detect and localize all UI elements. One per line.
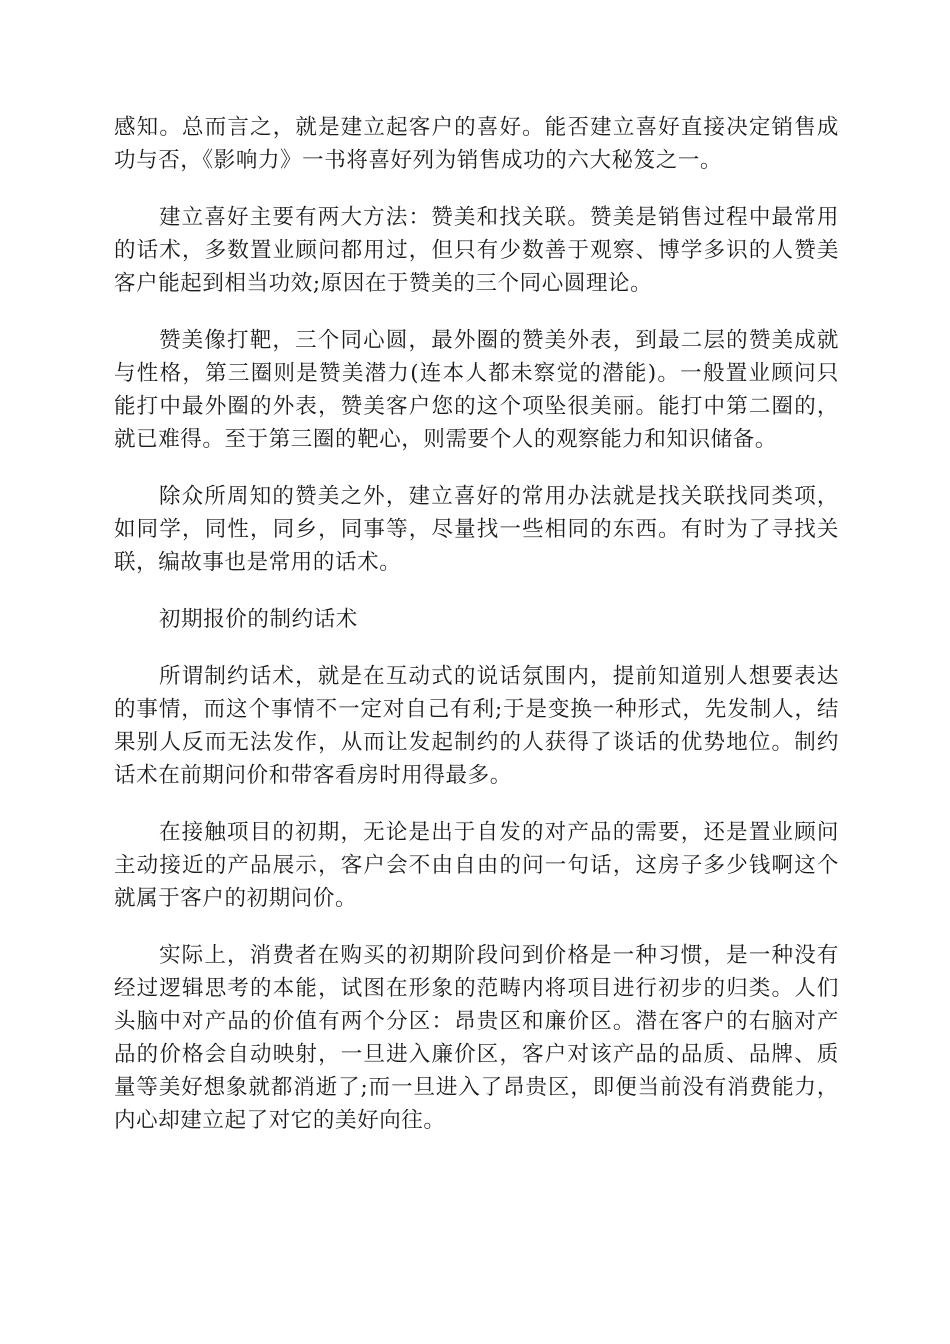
paragraph-continuation: 感知。总而言之，就是建立起客户的喜好。能否建立喜好直接决定销售成功与否，《影响力》一书将喜好列为销售成功的六大秘笈之一。 [114, 115, 839, 173]
paragraph-price-perception: 实际上，消费者在购买的初期阶段问到价格是一种习惯，是一种没有经过逻辑思考的本能，试图在形象的范畴内将项目进行初步的归类。人们头脑中对产品的价值有两个分区：昂贵区和廉价区。潜在客户的右脑对产品的价格会自动映射，一旦进入廉价区，客户对该产品的品质、品牌、质量等美好想象就都消逝了;而一旦进入了昂贵区，即便当前没有消费能力，内心却建立起了对它的美好向往。 [114, 943, 839, 1133]
paragraph-find-connections: 除众所周知的赞美之外，建立喜好的常用办法就是找关联找同类项，如同学，同性，同乡，同事等，尽量找一些相同的东西。有时为了寻找关联，编故事也是常用的话术。 [114, 484, 839, 575]
paragraph-praise-target: 赞美像打靶，三个同心圆，最外圈的赞美外表，到最二层的赞美成就与性格，第三圈则是赞美潜力(连本人都未察觉的潜能)。一般置业顾问只能打中最外圈的外表，赞美客户您的这个项坠很美丽。能打中第二圈的，就已难得。至于第三圈的靶心，则需要个人的观察能力和知识储备。 [114, 328, 839, 452]
document-body [114, 111, 839, 1161]
paragraph-building-liking-methods: 建立喜好主要有两大方法：赞美和找关联。赞美是销售过程中最常用的话术，多数置业顾问都用过，但只有少数善于观察、博学多识的人赞美客户能起到相当功效;原因在于赞美的三个同心圆理论。 [114, 205, 839, 296]
section-heading: 初期报价的制约话术 [159, 607, 358, 632]
paragraph-constraint-tactics: 所谓制约话术，就是在互动式的说话氛围内，提前知道别人想要表达的事情，而这个事情不一定对自己有利;于是变换一种形式，先发制人，结果别人反而无法发作，从而让发起制约的人获得了谈话的优势地位。制约话术在前期问价和带客看房时用得最多。 [114, 664, 839, 788]
paragraph-initial-price-inquiry: 在接触项目的初期，无论是出于自发的对产品的需要，还是置业顾问主动接近的产品展示，客户会不由自由的问一句话，这房子多少钱啊这个就属于客户的初期问价。 [114, 820, 839, 911]
